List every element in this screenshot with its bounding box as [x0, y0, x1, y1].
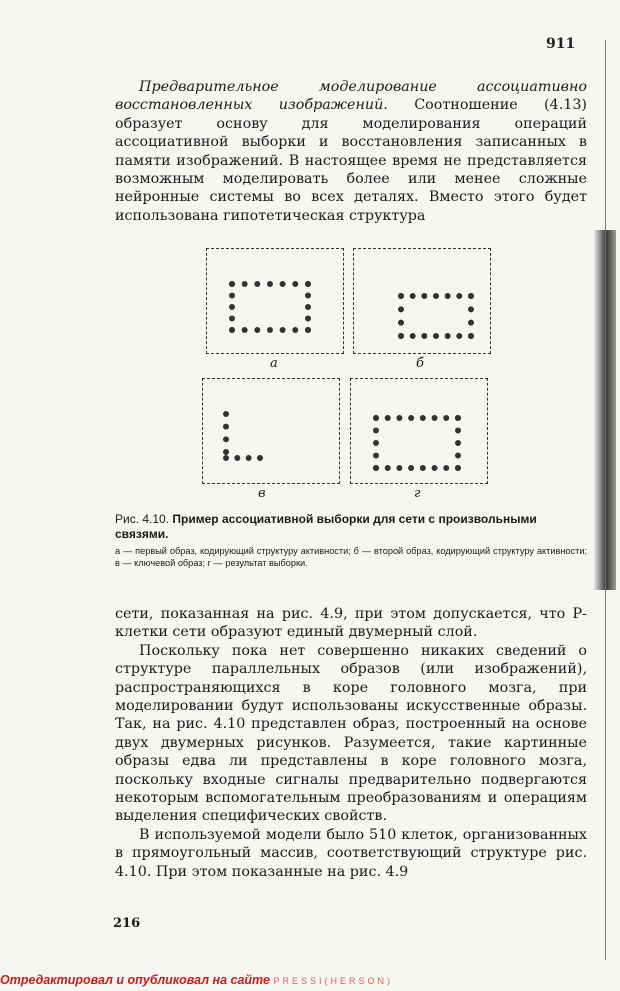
panel-label-v: в	[258, 486, 266, 501]
page-number: 216	[113, 916, 141, 931]
figure-panel-v	[202, 378, 340, 484]
paragraph-1	[115, 78, 587, 225]
paragraph-2-line-2: Поскольку пока нет совершенно никаких сведений о структуре параллельных образов (или изображений), распространяющихся в коре головного мозга, при моделировании будут использованы искусственные образы. Так, на рис. 4.10 представлен образ, построенный на основе двух двумерных рисунков. Разумеется, такие картинные образы едва ли представлены в коре головного мозга, поскольку входные сигналы предварительно подвергаются некоторым вспомогательным преобразованиям и операциям выделения специфических свойств.	[115, 642, 587, 825]
footer-site[interactable]: PRESSI(HERSON)	[273, 976, 393, 986]
figure-panel-b	[353, 248, 491, 354]
figure-caption	[115, 512, 587, 542]
caption-title: Пример ассоциативной выборки для сети с произвольными связями.	[115, 512, 537, 541]
panel-v-pattern-horizontal	[223, 449, 263, 461]
caption-number: Рис. 4.10.	[115, 512, 170, 526]
panel-label-a: а	[270, 356, 278, 371]
footer-text: Отредактировал и опубликовал на сайте	[0, 973, 270, 987]
paragraph-1-italic-lead: Предварительное моделирование ассоциативно восстановленных изображений.	[115, 79, 587, 114]
figure-caption-legend: а — первый образ, кодирующий структуру активности; б — второй образ, кодирующий структуру активности; в — ключевой образ; г — результат выборки.	[115, 546, 587, 568]
panel-a-pattern	[229, 281, 311, 333]
figure-panel-a	[206, 248, 344, 354]
figure-4-10	[198, 248, 498, 508]
paragraph-2-line-3: В используемой модели было 510 клеток, организованных в прямоугольный массив, соответствующий структуре рис. 4.10. При этом показанные на рис. 4.9	[115, 826, 587, 880]
panel-label-g: г	[414, 486, 421, 501]
paragraph-2	[115, 605, 587, 881]
panel-label-b: б	[416, 356, 424, 371]
paragraph-1-text: Соотношение (4.13) образует основу для моделирования операций ассоциативной выборки и восстановления записанных в памяти изображений. В настоящее время не представляется возможным моделировать более или менее сложные нейронные системы во всех деталях. Вместо этого будет использована гипотетическая структура	[115, 97, 588, 224]
paragraph-2-line-1: сети, показанная на рис. 4.9, при этом допускается, что Р-клетки сети образуют единый двумерный слой.	[115, 606, 587, 641]
panel-b-pattern	[398, 293, 474, 339]
footer-credit	[0, 973, 620, 987]
figure-panel-g	[350, 378, 488, 484]
panel-g-pattern	[373, 415, 461, 471]
corner-mark: 911	[546, 36, 576, 52]
page-edge-line	[605, 40, 606, 960]
